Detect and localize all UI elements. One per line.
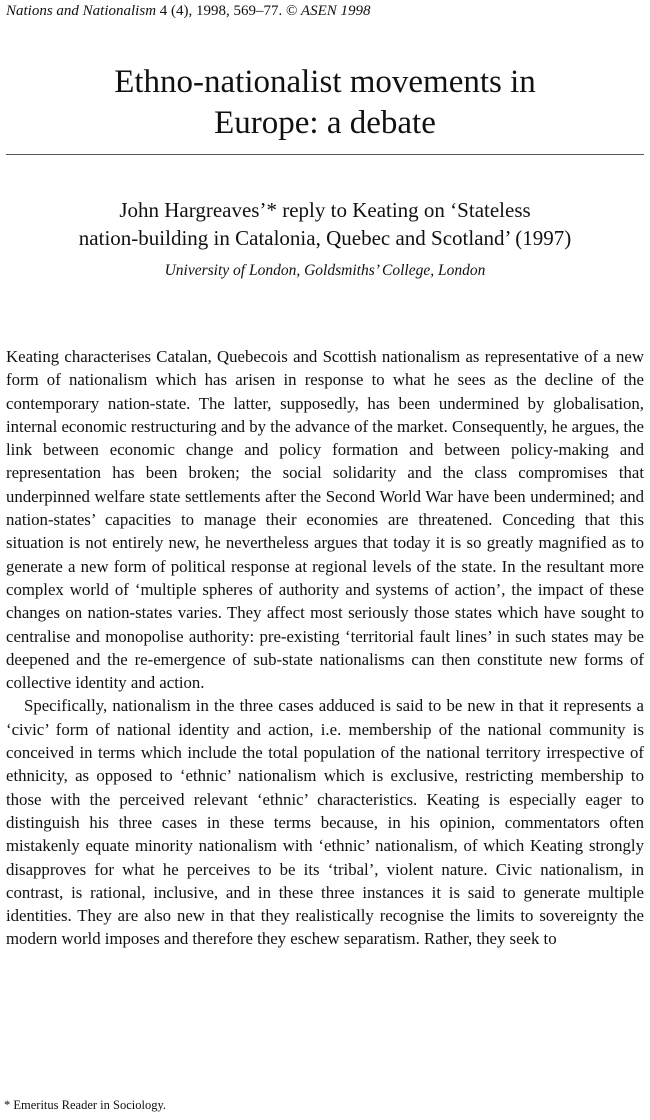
body-paragraph-1: Keating characterises Catalan, Quebecois and Scottish nationalism as representative of a new form of nationalism which has arisen in response to what he sees as the decline of the contemporary nation-state. The latter, supposedly, has been undermined by globalisation, internal economic restructuring and by the advance of the market. Consequently, he argues, the link between economic change and policy formation and between policy-making and representation has been broken; the social solidarity and the class compromises that underpinned welfare state settlements after the Second World War have been undermined; and nation-states’ capacities to manage their economies are threatened. Conceding that this situation is not entirely new, he nevertheless argues that today it is so greatly magnified as to generate a new form of political response at regional levels of the state. In the resultant more complex world of ‘multiple spheres of authority and systems of action’, the impact of these changes on nation-states varies. They affect most seriously those states which have sought to centralise and monopolise authority: pre-existing ‘territorial fault lines’ in such states may be deepened and the re-emergence of sub-state nationalisms can then constitute new forms of collective identity and action. xyxy=(6,347,644,693)
article-title xyxy=(0,62,650,144)
body-paragraph-2: Specifically, nationalism in the three cases adduced is said to be new in that it represents a ‘civic’ form of national identity and action, i.e. membership of the national community is conceived in terms which include the total population of the national territory irrespective of ethnicity, as opposed to ‘ethnic’ nationalism which is exclusive, restricting membership to those with the perceived relevant ‘ethnic’ characteristics. Keating is especially eager to distinguish his three cases in these terms because, in his opinion, commentators often mistakenly equate minority nationalism with ‘ethnic’ nationalism, of which Keating strongly disapproves for what he perceives to be its ‘tribal’, violent nature. Civic nationalism, in contrast, is rational, inclusive, and in these three instances it is said to generate multiple identities. They are also new in that they realistically recognise the limits to sovereignty the modern world imposes and therefore they eschew separatism. Rather, they seek to xyxy=(6,696,644,949)
article-subtitle xyxy=(0,196,650,252)
author-affiliation: University of London, Goldsmiths’ College, London xyxy=(164,262,486,279)
journal-name: Nations and Nationalism xyxy=(6,3,157,19)
footnote: * Emeritus Reader in Sociology. xyxy=(4,1098,167,1112)
title-divider xyxy=(6,154,644,155)
running-header xyxy=(6,3,371,20)
title-line-1: Ethno-nationalist movements in xyxy=(114,64,536,100)
title-line-2: Europe: a debate xyxy=(214,105,436,141)
subtitle-line-1: John Hargreaves’* reply to Keating on ‘Stateless xyxy=(119,198,531,222)
article-body xyxy=(6,345,644,951)
subtitle-line-2: nation-building in Catalonia, Quebec and Scotland’ (1997) xyxy=(78,226,572,250)
publisher-name: ASEN 1998 xyxy=(300,3,371,19)
volume-info: 4 (4), 1998, 569–77. © xyxy=(159,3,298,19)
